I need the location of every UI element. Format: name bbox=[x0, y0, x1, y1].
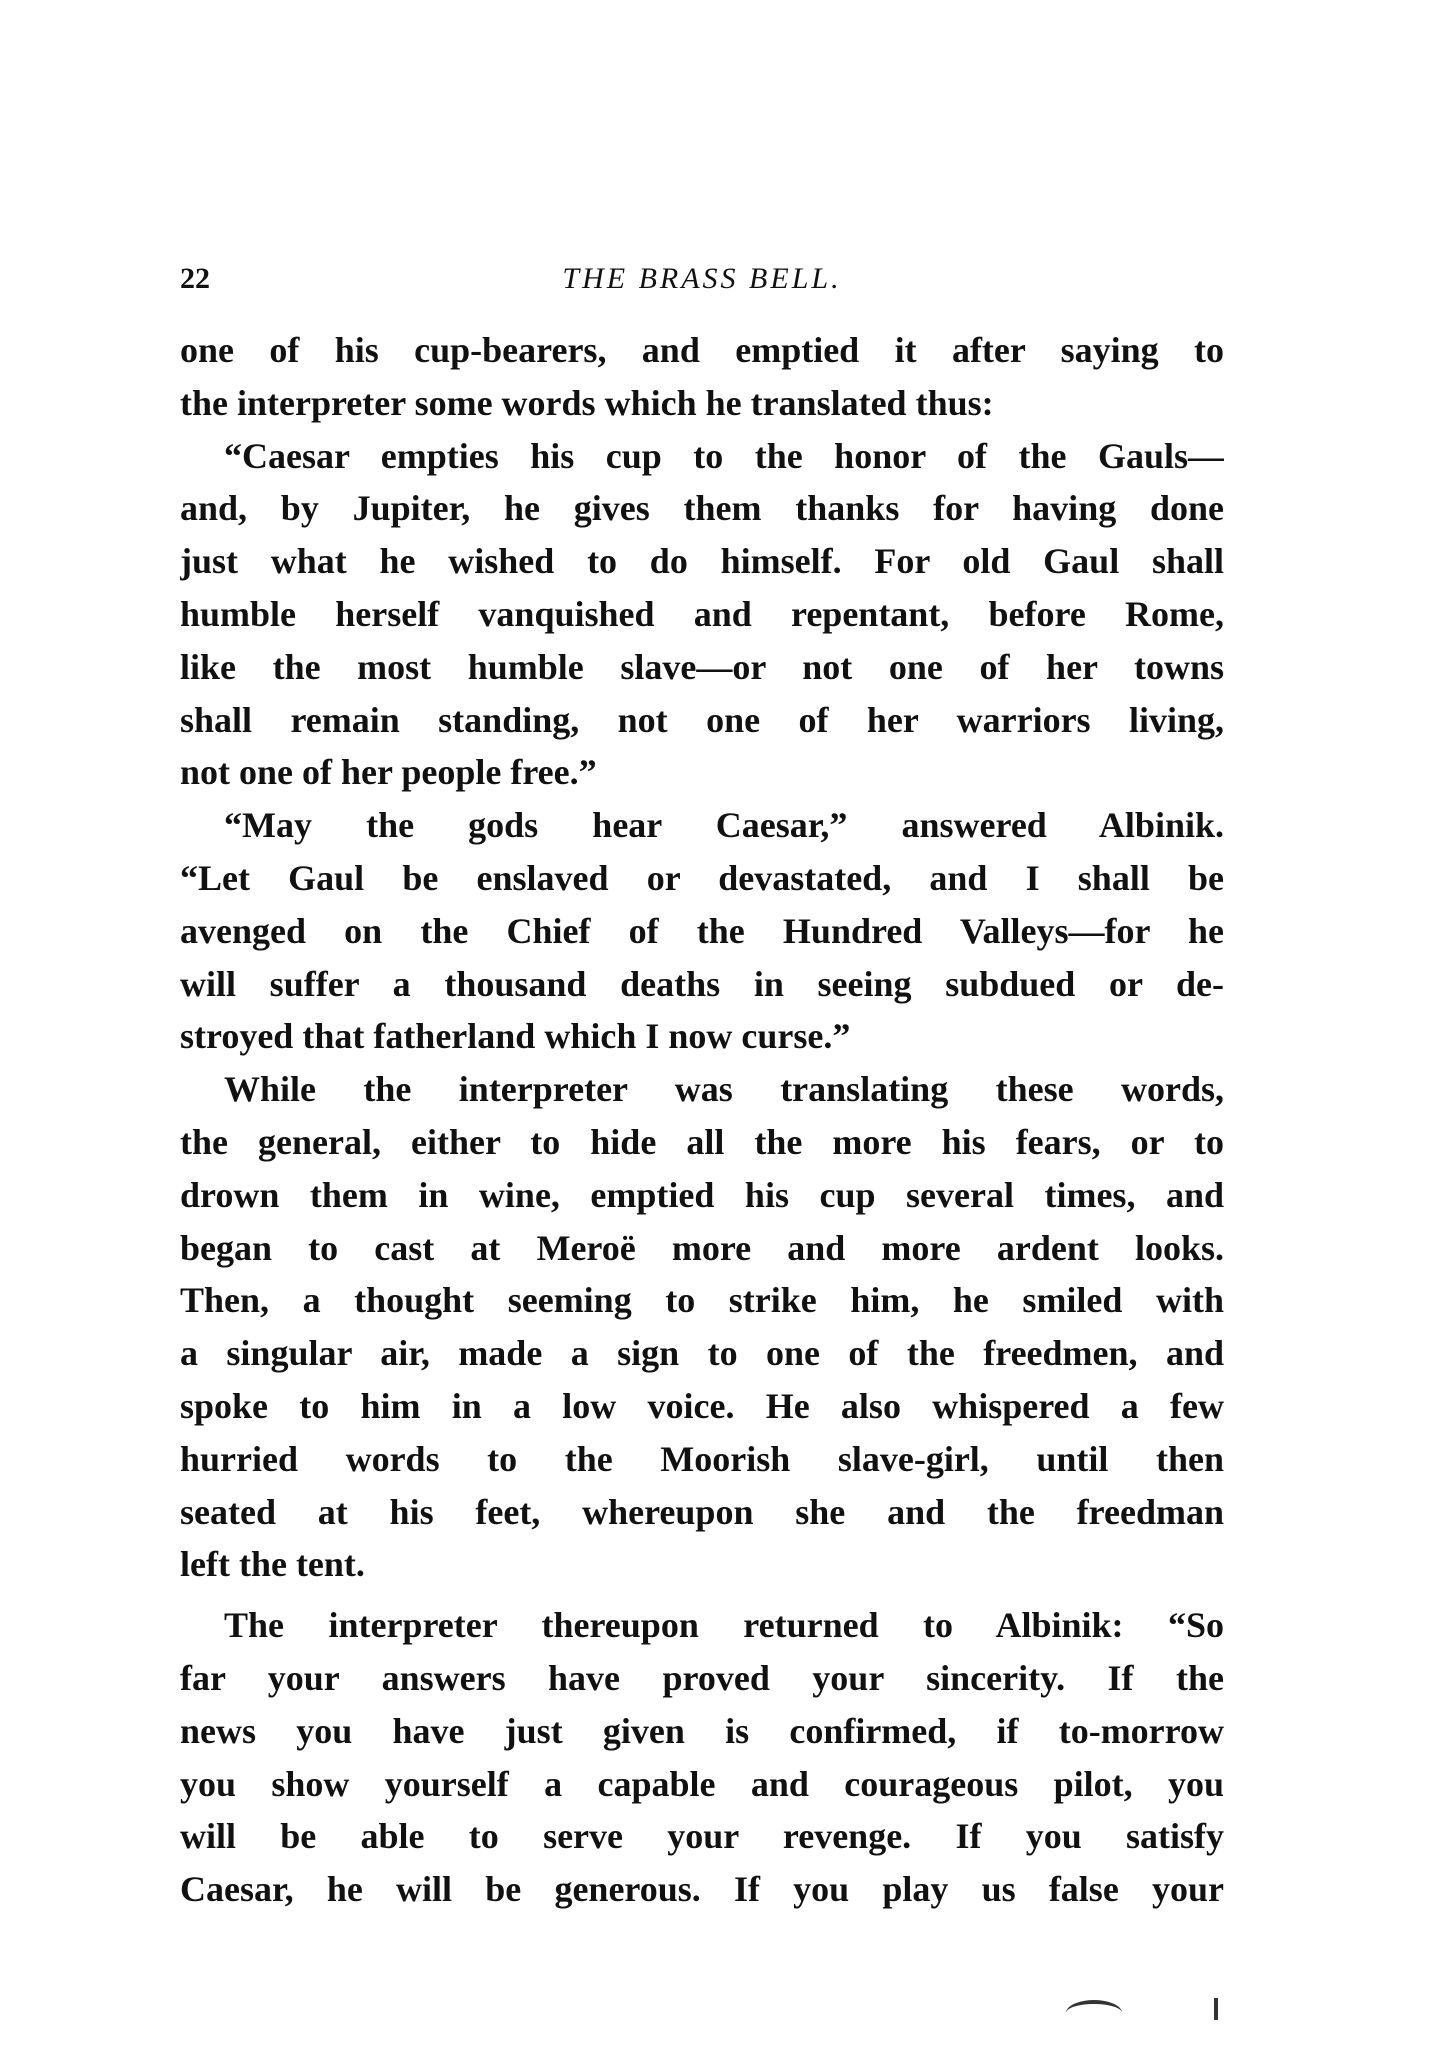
text-line: and, by Jupiter, he gives them thanks for having done bbox=[180, 488, 1224, 529]
text-line: will be able to serve your revenge. If you satisfy bbox=[180, 1816, 1224, 1857]
text-line: “Let Gaul be enslaved or devastated, and I shall be bbox=[180, 857, 1224, 898]
text-line: Then, a thought seeming to strike him, he smiled with bbox=[180, 1280, 1224, 1321]
running-title: THE BRASS BELL. bbox=[562, 262, 842, 295]
running-head bbox=[180, 262, 1224, 302]
paragraph-3 bbox=[180, 799, 1224, 1063]
text-line: drown them in wine, emptied his cup several times, and bbox=[180, 1174, 1224, 1215]
text-line: hurried words to the Moorish slave-girl, until then bbox=[180, 1438, 1224, 1479]
text-line: While the interpreter was translating these words, bbox=[224, 1069, 1224, 1110]
paragraph-spacing bbox=[180, 1591, 1224, 1599]
page-number: 22 bbox=[180, 262, 210, 295]
text-line: humble herself vanquished and repentant, before Rome, bbox=[180, 593, 1224, 634]
text-line: news you have just given is confirmed, if to-morrow bbox=[180, 1710, 1224, 1751]
text-line: “Caesar empties his cup to the honor of the Gauls— bbox=[224, 435, 1224, 476]
paragraph-4 bbox=[180, 1063, 1224, 1591]
paragraph-2 bbox=[180, 430, 1224, 800]
ink-mark bbox=[1066, 2000, 1122, 2026]
text-line: The interpreter thereupon returned to Albinik: “So bbox=[224, 1605, 1224, 1646]
text-line: shall remain standing, not one of her warriors living, bbox=[180, 699, 1224, 740]
paragraph-1 bbox=[180, 324, 1224, 430]
text-line: stroyed that fatherland which I now curse.” bbox=[180, 1016, 851, 1057]
paragraph-5 bbox=[180, 1599, 1224, 1916]
text-line: just what he wished to do himself. For old Gaul shall bbox=[180, 541, 1224, 582]
text-line: a singular air, made a sign to one of the freedmen, and bbox=[180, 1333, 1224, 1374]
text-line: began to cast at Meroë more and more ardent looks. bbox=[180, 1227, 1224, 1268]
text-line: one of his cup-bearers, and emptied it after saying to bbox=[180, 330, 1224, 370]
text-line: you show yourself a capable and courageous pilot, you bbox=[180, 1763, 1224, 1804]
ink-mark bbox=[1214, 1998, 1218, 2020]
text-line: avenged on the Chief of the Hundred Valleys—for he bbox=[180, 910, 1224, 951]
text-line: far your answers have proved your sincerity. If the bbox=[180, 1657, 1224, 1698]
text-line: left the tent. bbox=[180, 1544, 365, 1585]
text-line: not one of her people free.” bbox=[180, 752, 597, 793]
body-text bbox=[180, 324, 1224, 1916]
text-line: Caesar, he will be generous. If you play us false your bbox=[180, 1869, 1224, 1910]
text-line: the interpreter some words which he translated thus: bbox=[180, 382, 994, 423]
text-line: “May the gods hear Caesar,” answered Albinik. bbox=[224, 805, 1224, 846]
text-line: seated at his feet, whereupon she and the freedman bbox=[180, 1491, 1224, 1532]
text-line: the general, either to hide all the more his fears, or to bbox=[180, 1121, 1224, 1162]
text-line: like the most humble slave—or not one of her towns bbox=[180, 646, 1224, 687]
text-line: will suffer a thousand deaths in seeing subdued or de- bbox=[180, 963, 1224, 1004]
text-line: spoke to him in a low voice. He also whispered a few bbox=[180, 1385, 1224, 1426]
